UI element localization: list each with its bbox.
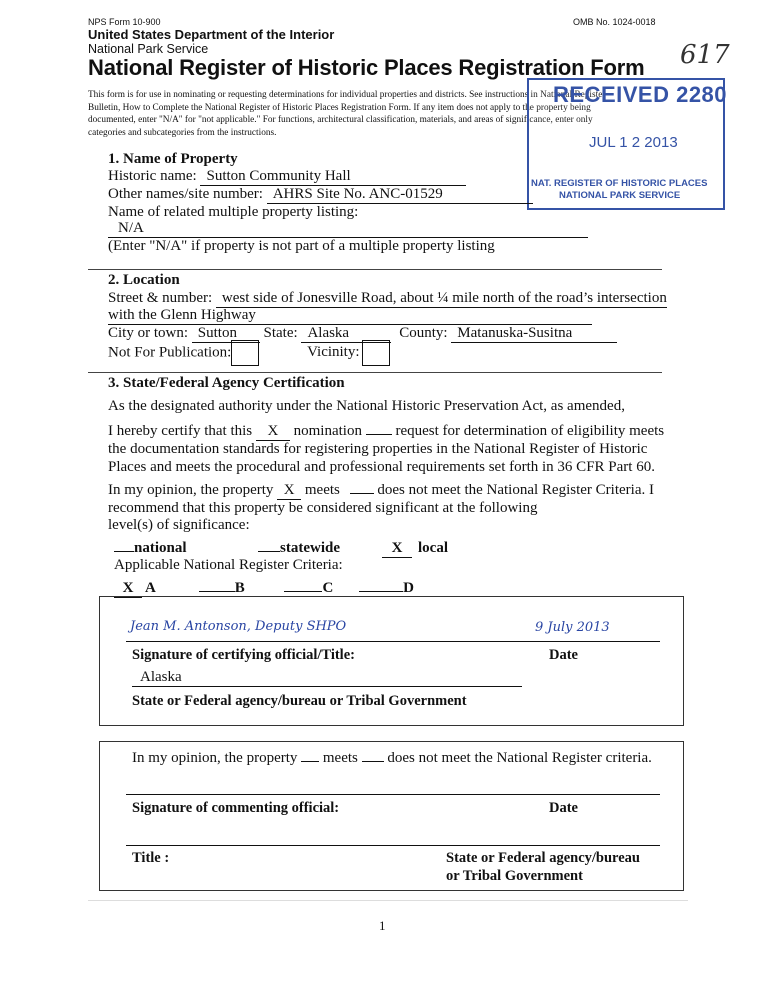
nomination-label: nomination <box>293 423 362 439</box>
not-for-publication-checkbox[interactable] <box>231 340 259 366</box>
criteria-label: Applicable National Register Criteria: <box>114 557 343 573</box>
stamp-date: JUL 1 2 2013 <box>589 134 678 151</box>
certify-text-3: Places and meets the procedural and professional requirements set forth in 36 CFR Part 60. <box>108 459 655 475</box>
criteria-d-mark[interactable] <box>359 591 403 592</box>
national-label: national <box>134 540 187 556</box>
criteria-b-label: B <box>234 580 245 596</box>
local-mark[interactable]: X <box>382 541 412 558</box>
street-field[interactable]: west side of Jonesville Road, about ¼ mile north of the road’s intersection <box>216 291 667 308</box>
level-statewide <box>258 540 340 557</box>
commenting-official-box <box>99 741 684 891</box>
street-field-2[interactable]: with the Glenn Highway <box>108 308 592 325</box>
street-row <box>108 290 667 308</box>
intro-line: documented, enter "N/A" for "not applicable." For functions, architectural classification, materials, and areas of significance, enter only <box>88 115 593 126</box>
historic-name-field[interactable]: Sutton Community Hall <box>200 169 466 186</box>
commenting-title-line <box>126 845 660 846</box>
signature-handwritten: Jean M. Antonson, Deputy SHPO <box>130 619 347 634</box>
not-for-publication-label: Not For Publication: <box>108 344 232 361</box>
form-title: National Register of Historic Places Registration Form <box>88 55 645 80</box>
section-1-heading: 1. Name of Property <box>108 151 238 167</box>
commenting-opinion-text: In my opinion, the property <box>132 750 298 766</box>
local-label: local <box>418 540 448 556</box>
commenting-meets-mark[interactable] <box>301 761 319 762</box>
omb-number: OMB No. 1024-0018 <box>573 17 656 27</box>
commenting-does-not-meet-label: does not meet the National Register criteria. <box>387 750 652 766</box>
section-3-heading: 3. State/Federal Agency Certification <box>108 375 345 391</box>
other-names-field[interactable]: AHRS Site No. ANC-01529 <box>267 187 533 204</box>
level-local <box>382 540 448 558</box>
meets-label: meets <box>304 482 340 498</box>
certify-line <box>108 423 664 441</box>
levels-text: level(s) of significance: <box>108 517 250 533</box>
form-number: NPS Form 10-900 <box>88 17 161 27</box>
commenting-agency-label-1: State or Federal agency/bureau <box>446 850 640 866</box>
footer-divider <box>88 900 688 901</box>
multiple-listing-row <box>108 220 588 238</box>
intro-line: This form is for use in nominating or requesting determinations for individual properties and districts. See instructions in National Register <box>88 90 606 100</box>
criteria-a-mark[interactable]: X <box>114 581 142 598</box>
national-mark[interactable] <box>114 551 134 552</box>
commenting-signature-label: Signature of commenting official: <box>132 800 340 816</box>
vicinity-label: Vicinity: <box>307 344 360 361</box>
state-field[interactable]: Alaska <box>301 326 391 343</box>
certifying-official-box <box>99 596 684 726</box>
city-label: City or town: <box>108 325 189 341</box>
criteria-a-label: A <box>144 580 155 596</box>
received-stamp <box>527 78 728 210</box>
certifying-date-label: Date <box>549 647 578 663</box>
certifying-signature-label: Signature of certifying official/Title: <box>132 647 355 663</box>
determination-mark[interactable] <box>366 434 392 435</box>
other-names-label: Other names/site number: <box>108 186 263 202</box>
historic-name-row <box>108 168 466 186</box>
opinion-line <box>108 482 654 500</box>
agency-name: National Park Service <box>88 42 209 56</box>
criteria-c-mark[interactable] <box>284 591 322 592</box>
commenting-meets-label: meets <box>322 750 358 766</box>
commenting-agency-label-2: or Tribal Government <box>446 868 583 884</box>
criteria-c-label: C <box>322 580 334 596</box>
statewide-label: statewide <box>280 540 340 556</box>
divider <box>88 372 662 373</box>
level-national <box>114 540 187 557</box>
authority-text: As the designated authority under the National Historic Preservation Act, as amended, <box>108 398 625 414</box>
certify-text-2: the documentation standards for registering properties in the National Register of Historic <box>108 441 648 457</box>
meets-mark[interactable]: X <box>277 483 301 500</box>
recommend-text: recommend that this property be considered significant at the following <box>108 500 538 516</box>
other-names-row <box>108 186 533 204</box>
certify-text: I hereby certify that this <box>108 423 253 439</box>
handwritten-number: 617 <box>680 40 730 70</box>
street-label: Street & number: <box>108 290 213 306</box>
criteria-d-label: D <box>403 580 414 596</box>
city-field[interactable]: Sutton <box>192 326 260 343</box>
street-row-2 <box>108 307 592 325</box>
department: United States Department of the Interior <box>88 27 335 42</box>
statewide-mark[interactable] <box>258 551 280 552</box>
stamp-received: RECEIVED 2280 <box>553 82 728 107</box>
multiple-listing-note: (Enter "N/A" if property is not part of a multiple property listing <box>108 238 495 254</box>
commenting-signature-line <box>126 794 660 795</box>
county-field[interactable]: Matanuska-Susitna <box>451 326 617 343</box>
multiple-listing-label: Name of related multiple property listing: <box>108 204 359 220</box>
county-label: County: <box>399 325 448 341</box>
agency-row <box>132 669 522 687</box>
criteria-b-mark[interactable] <box>199 591 235 592</box>
commenting-opinion-row <box>132 750 652 767</box>
publication-row <box>108 340 390 366</box>
agency-field[interactable]: Alaska <box>132 670 522 687</box>
divider <box>88 269 662 270</box>
date-handwritten: 9 July 2013 <box>535 620 610 635</box>
stamp-line-1: NAT. REGISTER OF HISTORIC PLACES <box>531 178 708 189</box>
historic-name-label: Historic name: <box>108 168 197 184</box>
stamp-line-2: NATIONAL PARK SERVICE <box>559 190 681 201</box>
commenting-date-label: Date <box>549 800 578 816</box>
state-label: State: <box>263 325 298 341</box>
does-not-meet-label: does not meet the National Register Criteria. I <box>377 482 654 498</box>
intro-line: Bulletin, How to Complete the National Register of Historic Places Registration Form. If any item does not apply to the property being <box>88 102 591 113</box>
nomination-mark[interactable]: X <box>256 424 290 441</box>
determination-label: request for determination of eligibility meets <box>395 423 665 439</box>
does-not-meet-mark[interactable] <box>350 493 374 494</box>
agency-label: State or Federal agency/bureau or Tribal Government <box>132 693 467 709</box>
signature-line <box>126 641 660 642</box>
opinion-text: In my opinion, the property <box>108 482 274 498</box>
page-number: 1 <box>379 918 386 933</box>
commenting-does-not-meet-mark[interactable] <box>362 761 384 762</box>
vicinity-checkbox[interactable] <box>362 340 390 366</box>
intro-line: categories and subcategories from the instructions. <box>88 127 277 138</box>
commenting-title-label: Title : <box>132 850 170 866</box>
section-2-heading: 2. Location <box>108 272 180 288</box>
multiple-listing-field[interactable]: N/A <box>108 221 588 238</box>
